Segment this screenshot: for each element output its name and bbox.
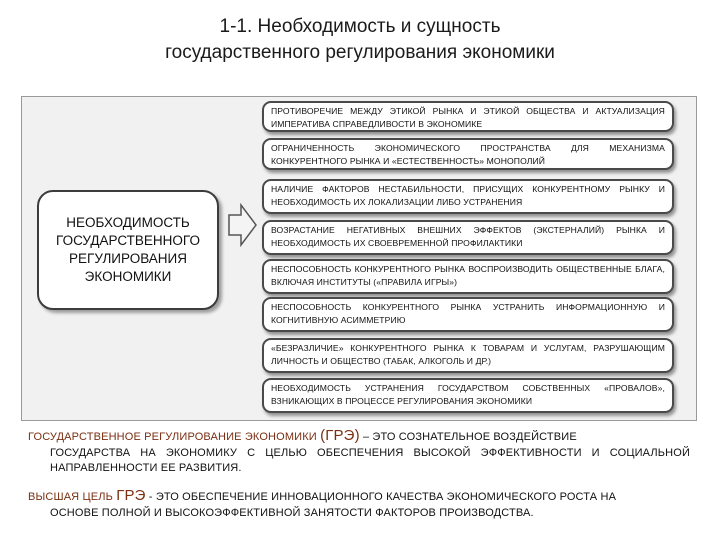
definition-abbr: (ГРЭ) <box>320 427 360 444</box>
page-title <box>0 14 720 66</box>
reason-item: ВОЗРАСТАНИЕ НЕГАТИВНЫХ ВНЕШНИХ ЭФФЕКТОВ (ЭКСТЕРНАЛИЙ) РЫНКА И НЕОБХОДИМОСТЬ ИХ СВОЕВРЕМЕННОЙ ПРОФИЛАКТИКИ <box>262 220 674 255</box>
definition-rest: ГОСУДАРСТВА НА ЭКОНОМИКУ С ЦЕЛЬЮ ОБЕСПЕЧЕНИЯ ВЫСОКОЙ ЭФФЕКТИВНОСТИ И СОЦИАЛЬНОЙ НАПРАВЛЕННОСТИ ЕЕ РАЗВИТИЯ. <box>50 446 690 474</box>
goal-abbr: ГРЭ <box>116 487 146 504</box>
necessity-line-2: ГОСУДАРСТВЕННОГО <box>56 233 200 248</box>
right-arrow-icon <box>228 203 258 247</box>
reason-item: ПРОТИВОРЕЧИЕ МЕЖДУ ЭТИКОЙ РЫНКА И ЭТИКОЙ ОБЩЕСТВА И АКТУАЛИЗАЦИЯ ИМПЕРАТИВА СПРАВЕДЛИВОСТИ В ЭКОНОМИКЕ <box>262 101 674 132</box>
goal-paragraph <box>28 488 690 521</box>
necessity-line-4: ЭКОНОМИКИ <box>84 269 172 284</box>
reason-item: НАЛИЧИЕ ФАКТОРОВ НЕСТАБИЛЬНОСТИ, ПРИСУЩИХ КОНКУРЕНТНОМУ РЫНКУ И НЕОБХОДИМОСТЬ ИХ ЛОКАЛИЗАЦИИ ЛИБО УСТРАНЕНИЯ <box>262 179 674 214</box>
necessity-line-3: РЕГУЛИРОВАНИЯ <box>69 251 187 266</box>
necessity-box <box>37 190 219 310</box>
definition-paragraph <box>28 428 690 477</box>
necessity-line-1: НЕОБХОДИМОСТЬ <box>66 215 190 230</box>
goal-first: - ЭТО ОБЕСПЕЧЕНИЕ ИННОВАЦИОННОГО КАЧЕСТВА ЭКОНОМИЧЕСКОГО РОСТА НА <box>148 491 617 503</box>
reason-item: ОГРАНИЧЕННОСТЬ ЭКОНОМИЧЕСКОГО ПРОСТРАНСТВА ДЛЯ МЕХАНИЗМА КОНКУРЕНТНОГО РЫНКА И «ЕСТЕСТВЕННОСТЬ» МОНОПОЛИЙ <box>262 138 674 170</box>
title-line-2: государственного регулирования экономики <box>165 42 555 63</box>
definition-first: – ЭТО СОЗНАТЕЛЬНОЕ ВОЗДЕЙСТВИЕ <box>362 431 577 443</box>
reason-item: НЕСПОСОБНОСТЬ КОНКУРЕНТНОГО РЫНКА ВОСПРОИЗВОДИТЬ ОБЩЕСТВЕННЫЕ БЛАГА, ВКЛЮЧАЯ ИНСТИТУТЫ («ПРАВИЛА ИГРЫ») <box>262 259 674 294</box>
title-line-1: 1-1. Необходимость и сущность <box>219 16 501 37</box>
reason-item: НЕСПОСОБНОСТЬ КОНКУРЕНТНОГО РЫНКА УСТРАНИТЬ ИНФОРМАЦИОННУЮ И КОГНИТИВНУЮ АСИММЕТРИЮ <box>262 297 674 332</box>
reason-item: «БЕЗРАЗЛИЧИЕ» КОНКУРЕНТНОГО РЫНКА К ТОВАРАМ И УСЛУГАМ, РАЗРУШАЮЩИМ ЛИЧНОСТЬ И ОБЩЕСТВО (ТАБАК, АЛКОГОЛЬ И ДР.) <box>262 338 674 373</box>
goal-rest: ОСНОВЕ ПОЛНОЙ И ВЫСОКОЭФФЕКТИВНОЙ ЗАНЯТОСТИ ФАКТОРОВ ПРОИЗВОДСТВА. <box>50 506 534 519</box>
goal-term: ВЫСШАЯ ЦЕЛЬ <box>28 491 113 503</box>
reason-item: НЕОБХОДИМОСТЬ УСТРАНЕНИЯ ГОСУДАРСТВОМ СОБСТВЕННЫХ «ПРОВАЛОВ», ВЗНИКАЮЩИХ В ПРОЦЕССЕ РЕГУЛИРОВАНИЯ ЭКОНОМИКИ <box>262 378 674 413</box>
definition-term: ГОСУДАРСТВЕННОЕ РЕГУЛИРОВАНИЕ ЭКОНОМИКИ <box>28 431 317 443</box>
